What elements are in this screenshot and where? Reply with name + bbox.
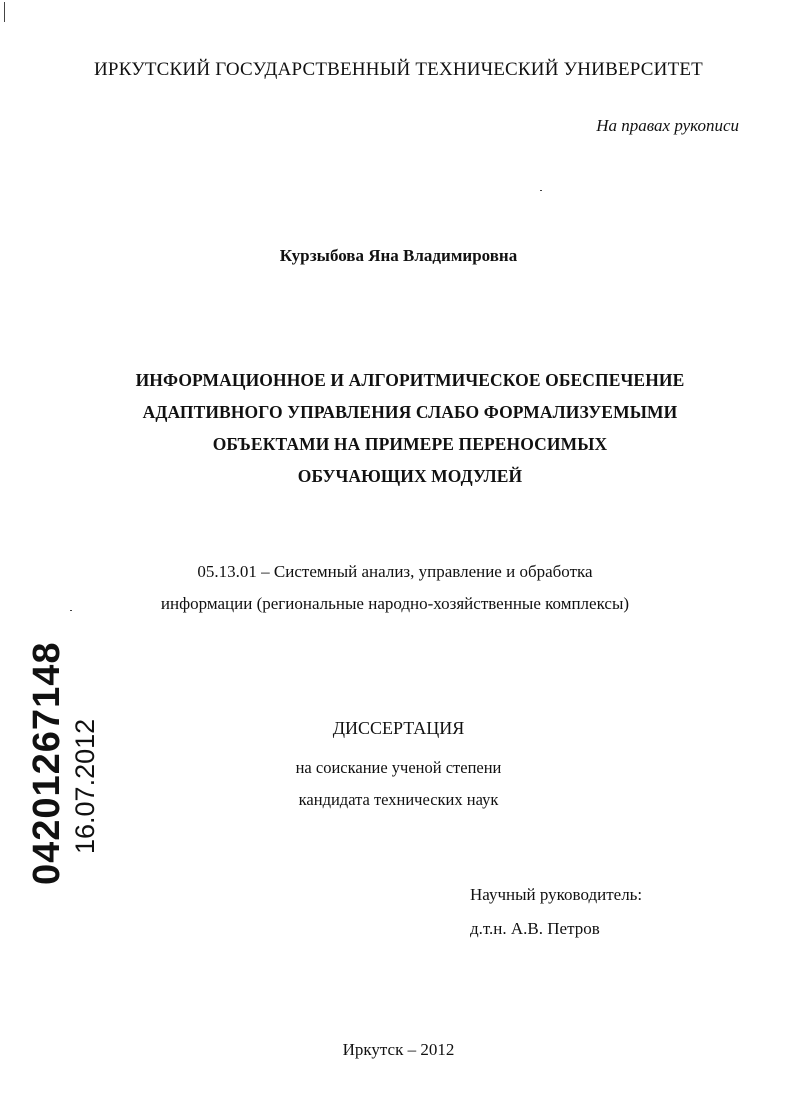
advisor-name: д.т.н. А.В. Петров xyxy=(470,919,600,938)
scan-artifact xyxy=(70,610,72,611)
library-stamp-number: 04201267148 xyxy=(26,641,68,885)
advisor-block xyxy=(470,878,642,946)
title-line: ОБУЧАЮЩИХ МОДУЛЕЙ xyxy=(297,466,523,486)
city-year: Иркутск – 2012 xyxy=(342,1040,455,1059)
specialty-line: информации (региональные народно-хозяйственные комплексы) xyxy=(160,594,630,613)
specialty xyxy=(100,556,690,620)
title-line: ОБЪЕКТАМИ НА ПРИМЕРЕ ПЕРЕНОСИМЫХ xyxy=(212,434,608,454)
degree-line: на соискание ученой степени xyxy=(295,758,502,777)
university-name: ИРКУТСКИЙ ГОСУДАРСТВЕННЫЙ ТЕХНИЧЕСКИЙ УНИВЕРСИТЕТ xyxy=(94,59,703,80)
scan-artifact xyxy=(540,190,542,191)
library-stamp-date: 16.07.2012 xyxy=(70,718,100,854)
degree-info xyxy=(0,752,797,816)
title-line: ИНФОРМАЦИОННОЕ И АЛГОРИТМИЧЕСКОЕ ОБЕСПЕЧЕНИЕ xyxy=(135,370,685,390)
degree-line: кандидата технических наук xyxy=(298,790,499,809)
specialty-line: 05.13.01 – Системный анализ, управление и обработка xyxy=(197,562,593,581)
author-name: Курзыбова Яна Владимировна xyxy=(279,246,518,265)
advisor-label: Научный руководитель: xyxy=(470,885,643,904)
dissertation-title xyxy=(100,364,720,492)
work-type: ДИССЕРТАЦИЯ xyxy=(332,718,465,738)
scan-artifact xyxy=(4,2,5,22)
title-line: АДАПТИВНОГО УПРАВЛЕНИЯ СЛАБО ФОРМАЛИЗУЕМЫМИ xyxy=(142,402,678,422)
rights-note: На правах рукописи xyxy=(596,116,739,135)
